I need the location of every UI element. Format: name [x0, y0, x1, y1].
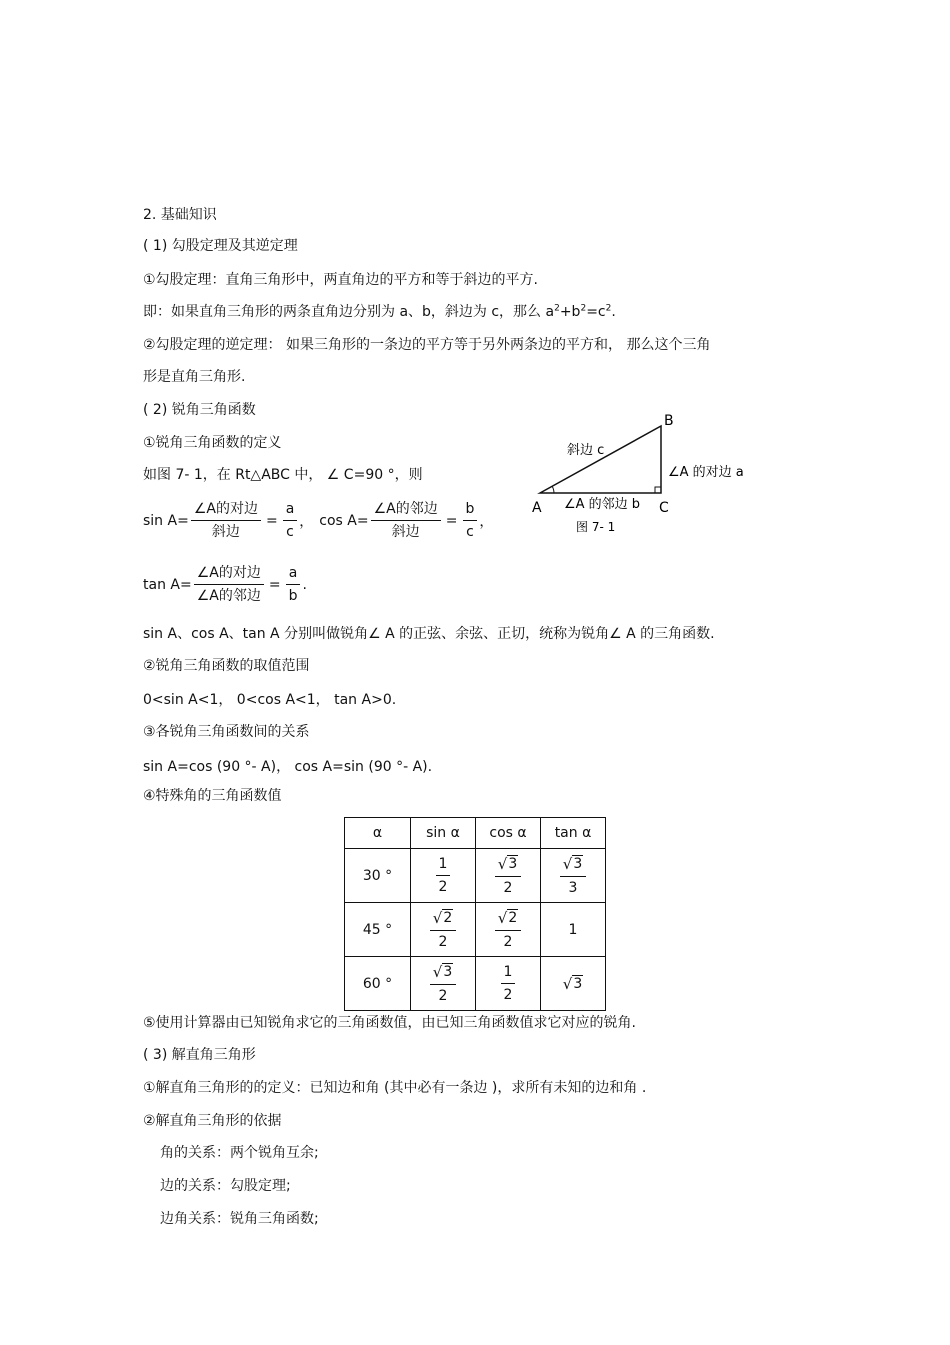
- radicand: 2: [443, 909, 453, 926]
- vertex-c-label: C: [659, 500, 669, 516]
- radical-sign: √: [562, 974, 573, 993]
- table-header: tan α: [541, 818, 606, 849]
- converse-theorem-cont: 形是直角三角形.: [143, 369, 246, 385]
- angle-cell: 45 °: [345, 903, 411, 957]
- hypotenuse-label: 斜边 c: [567, 443, 605, 458]
- denominator: b: [288, 588, 298, 604]
- value-cell: [476, 903, 541, 957]
- period: .: [302, 576, 307, 593]
- sin-fraction-letters: [283, 500, 298, 541]
- radicand: 3: [573, 975, 583, 992]
- tan-fraction-words: [194, 564, 264, 605]
- tan-fraction-letters: [286, 564, 301, 605]
- solve-basis-heading: ②解直角三角形的依据: [143, 1113, 282, 1129]
- angle-cell: 60 °: [345, 957, 411, 1011]
- value-cell: [476, 957, 541, 1011]
- fraction: [495, 855, 521, 897]
- converse-theorem: ②勾股定理的逆定理： 如果三角形的一条边的平方等于另外两条边的平方和， 那么这个三角: [143, 337, 711, 353]
- side-angle-relation: 边角关系：锐角三角函数;: [160, 1211, 319, 1227]
- numerator: [430, 909, 456, 931]
- comma: ，: [479, 513, 494, 530]
- adjacent-side-label: ∠A 的邻边 b: [564, 497, 641, 512]
- denominator: 3: [568, 879, 578, 896]
- equals: =: [268, 576, 281, 593]
- table-header-row: [345, 818, 606, 849]
- period: .: [611, 304, 616, 320]
- numerator: [560, 855, 586, 877]
- pythagorean-formula: [143, 302, 616, 322]
- denominator: 2: [503, 933, 513, 950]
- fraction: [430, 963, 456, 1005]
- special-angle-table: [344, 817, 606, 1011]
- numerator: b: [463, 500, 478, 521]
- table-row: [345, 957, 606, 1011]
- denominator: 斜边: [391, 524, 420, 540]
- sqrt: [563, 855, 583, 873]
- sin-fraction-words: [191, 500, 261, 541]
- radicand: 2: [508, 909, 518, 926]
- sqrt: [498, 855, 518, 873]
- trig-relations: sin A=cos (90 °- A)， cos A=sin (90 °- A).: [143, 759, 433, 775]
- numerator: ∠A的邻边: [371, 500, 441, 521]
- fraction: [495, 909, 521, 951]
- radicand: 3: [508, 855, 518, 872]
- right-angle-mark: [655, 487, 661, 493]
- radical-sign: √: [432, 908, 443, 927]
- numerator: a: [283, 500, 298, 521]
- denominator: 2: [438, 987, 448, 1004]
- cos-label: cos A=: [319, 512, 369, 529]
- triangle-figure: [520, 405, 760, 540]
- sqrt: [563, 975, 583, 993]
- denominator: 2: [503, 879, 513, 896]
- table-row: [345, 903, 606, 957]
- table-row: [345, 849, 606, 903]
- numerator: [430, 963, 456, 985]
- triangle-shape: [540, 426, 661, 493]
- cos-fraction-letters: [463, 500, 478, 541]
- special-angles-heading: ④特殊角的三角函数值: [143, 788, 282, 804]
- value-cell: [541, 957, 606, 1011]
- numerator: [495, 855, 521, 877]
- numerator: 1: [501, 963, 516, 984]
- angle-relation: 角的关系：两个锐角互余;: [160, 1145, 319, 1161]
- equals: =: [265, 512, 278, 529]
- radicand: 3: [443, 963, 453, 980]
- exp-c: 2: [605, 303, 612, 314]
- trig-relations-heading: ③各锐角三角函数间的关系: [143, 724, 310, 740]
- section-title-basics: 2. 基础知识: [143, 207, 217, 223]
- vertex-a-label: A: [532, 500, 542, 516]
- figure-caption: 图 7- 1: [576, 520, 616, 534]
- solve-definition: ①解直角三角形的的定义：已知边和角 (其中必有一条边 )，求所有未知的边和角 .: [143, 1080, 647, 1096]
- trig-range-heading: ②锐角三角函数的取值范围: [143, 658, 310, 674]
- angle-cell: 30 °: [345, 849, 411, 903]
- side-relation: 边的关系：勾股定理;: [160, 1178, 291, 1194]
- trig-definition-intro: 如图 7- 1，在 Rt△ABC 中， ∠ C=90 °，则: [143, 467, 423, 483]
- cos-fraction-words: [371, 500, 441, 541]
- numerator: a: [286, 564, 301, 585]
- sqrt: [498, 909, 518, 927]
- eq-c: =c: [586, 304, 606, 320]
- trig-definition-heading: ①锐角三角函数的定义: [143, 435, 282, 451]
- numerator: ∠A的对边: [191, 500, 261, 521]
- plus-b: +b: [559, 304, 581, 320]
- sqrt: [433, 909, 453, 927]
- fraction: [430, 909, 456, 951]
- exp-a: 2: [554, 303, 560, 314]
- denominator: c: [286, 524, 294, 540]
- denominator: ∠A的邻边: [196, 588, 261, 604]
- exp-b: 2: [580, 303, 587, 314]
- numerator: ∠A的对边: [194, 564, 264, 585]
- value-cell: [411, 849, 476, 903]
- table-header: α: [345, 818, 411, 849]
- vertex-b-label: B: [664, 413, 674, 429]
- numerator: 1: [436, 855, 451, 876]
- sqrt: [433, 963, 453, 981]
- subsection-pythagorean: ( 1) 勾股定理及其逆定理: [143, 238, 298, 254]
- pythagorean-text: 即：如果直角三角形的两条直角边分别为 a、b，斜边为 c，那么 a: [143, 304, 555, 320]
- numerator: [495, 909, 521, 931]
- subsection-solve: ( 3) 解直角三角形: [143, 1047, 256, 1063]
- value-cell: [541, 849, 606, 903]
- tan-label: tan A=: [143, 576, 192, 593]
- denominator: c: [466, 524, 474, 540]
- value-cell: [411, 903, 476, 957]
- table-header: cos α: [476, 818, 541, 849]
- comma: ，: [299, 513, 314, 530]
- denominator: 2: [438, 879, 448, 895]
- subsection-trig: ( 2) 锐角三角函数: [143, 402, 256, 418]
- trig-naming: sin A、cos A、tan A 分别叫做锐角∠ A 的正弦、余弦、正切，统称为锐角∠ A 的三角函数.: [143, 626, 715, 642]
- value-cell: 1: [541, 903, 606, 957]
- radical-sign: √: [497, 908, 508, 927]
- value-cell: [411, 957, 476, 1011]
- calculator-note: ⑤使用计算器由已知锐角求它的三角函数值，由已知三角函数值求它对应的锐角.: [143, 1015, 636, 1031]
- denominator: 2: [438, 933, 448, 950]
- table-header: sin α: [411, 818, 476, 849]
- trig-range: 0<sin A<1， 0<cos A<1， tan A>0.: [143, 692, 397, 708]
- angle-a-arc: [552, 486, 554, 493]
- radical-sign: √: [562, 854, 573, 873]
- value-cell: [476, 849, 541, 903]
- denominator: 2: [503, 987, 513, 1003]
- fraction: [501, 963, 516, 1004]
- pythagorean-theorem: ①勾股定理：直角三角形中，两直角边的平方和等于斜边的平方.: [143, 272, 538, 288]
- fraction: [436, 855, 451, 896]
- sin-label: sin A=: [143, 512, 189, 529]
- sin-cos-formula: [143, 500, 493, 541]
- radicand: 3: [573, 855, 583, 872]
- fraction: [560, 855, 586, 897]
- denominator: 斜边: [211, 524, 240, 540]
- opposite-side-label: ∠A 的对边 a: [668, 465, 744, 480]
- equals: =: [445, 512, 458, 529]
- radical-sign: √: [432, 962, 443, 981]
- radical-sign: √: [497, 854, 508, 873]
- tan-formula: [143, 564, 307, 605]
